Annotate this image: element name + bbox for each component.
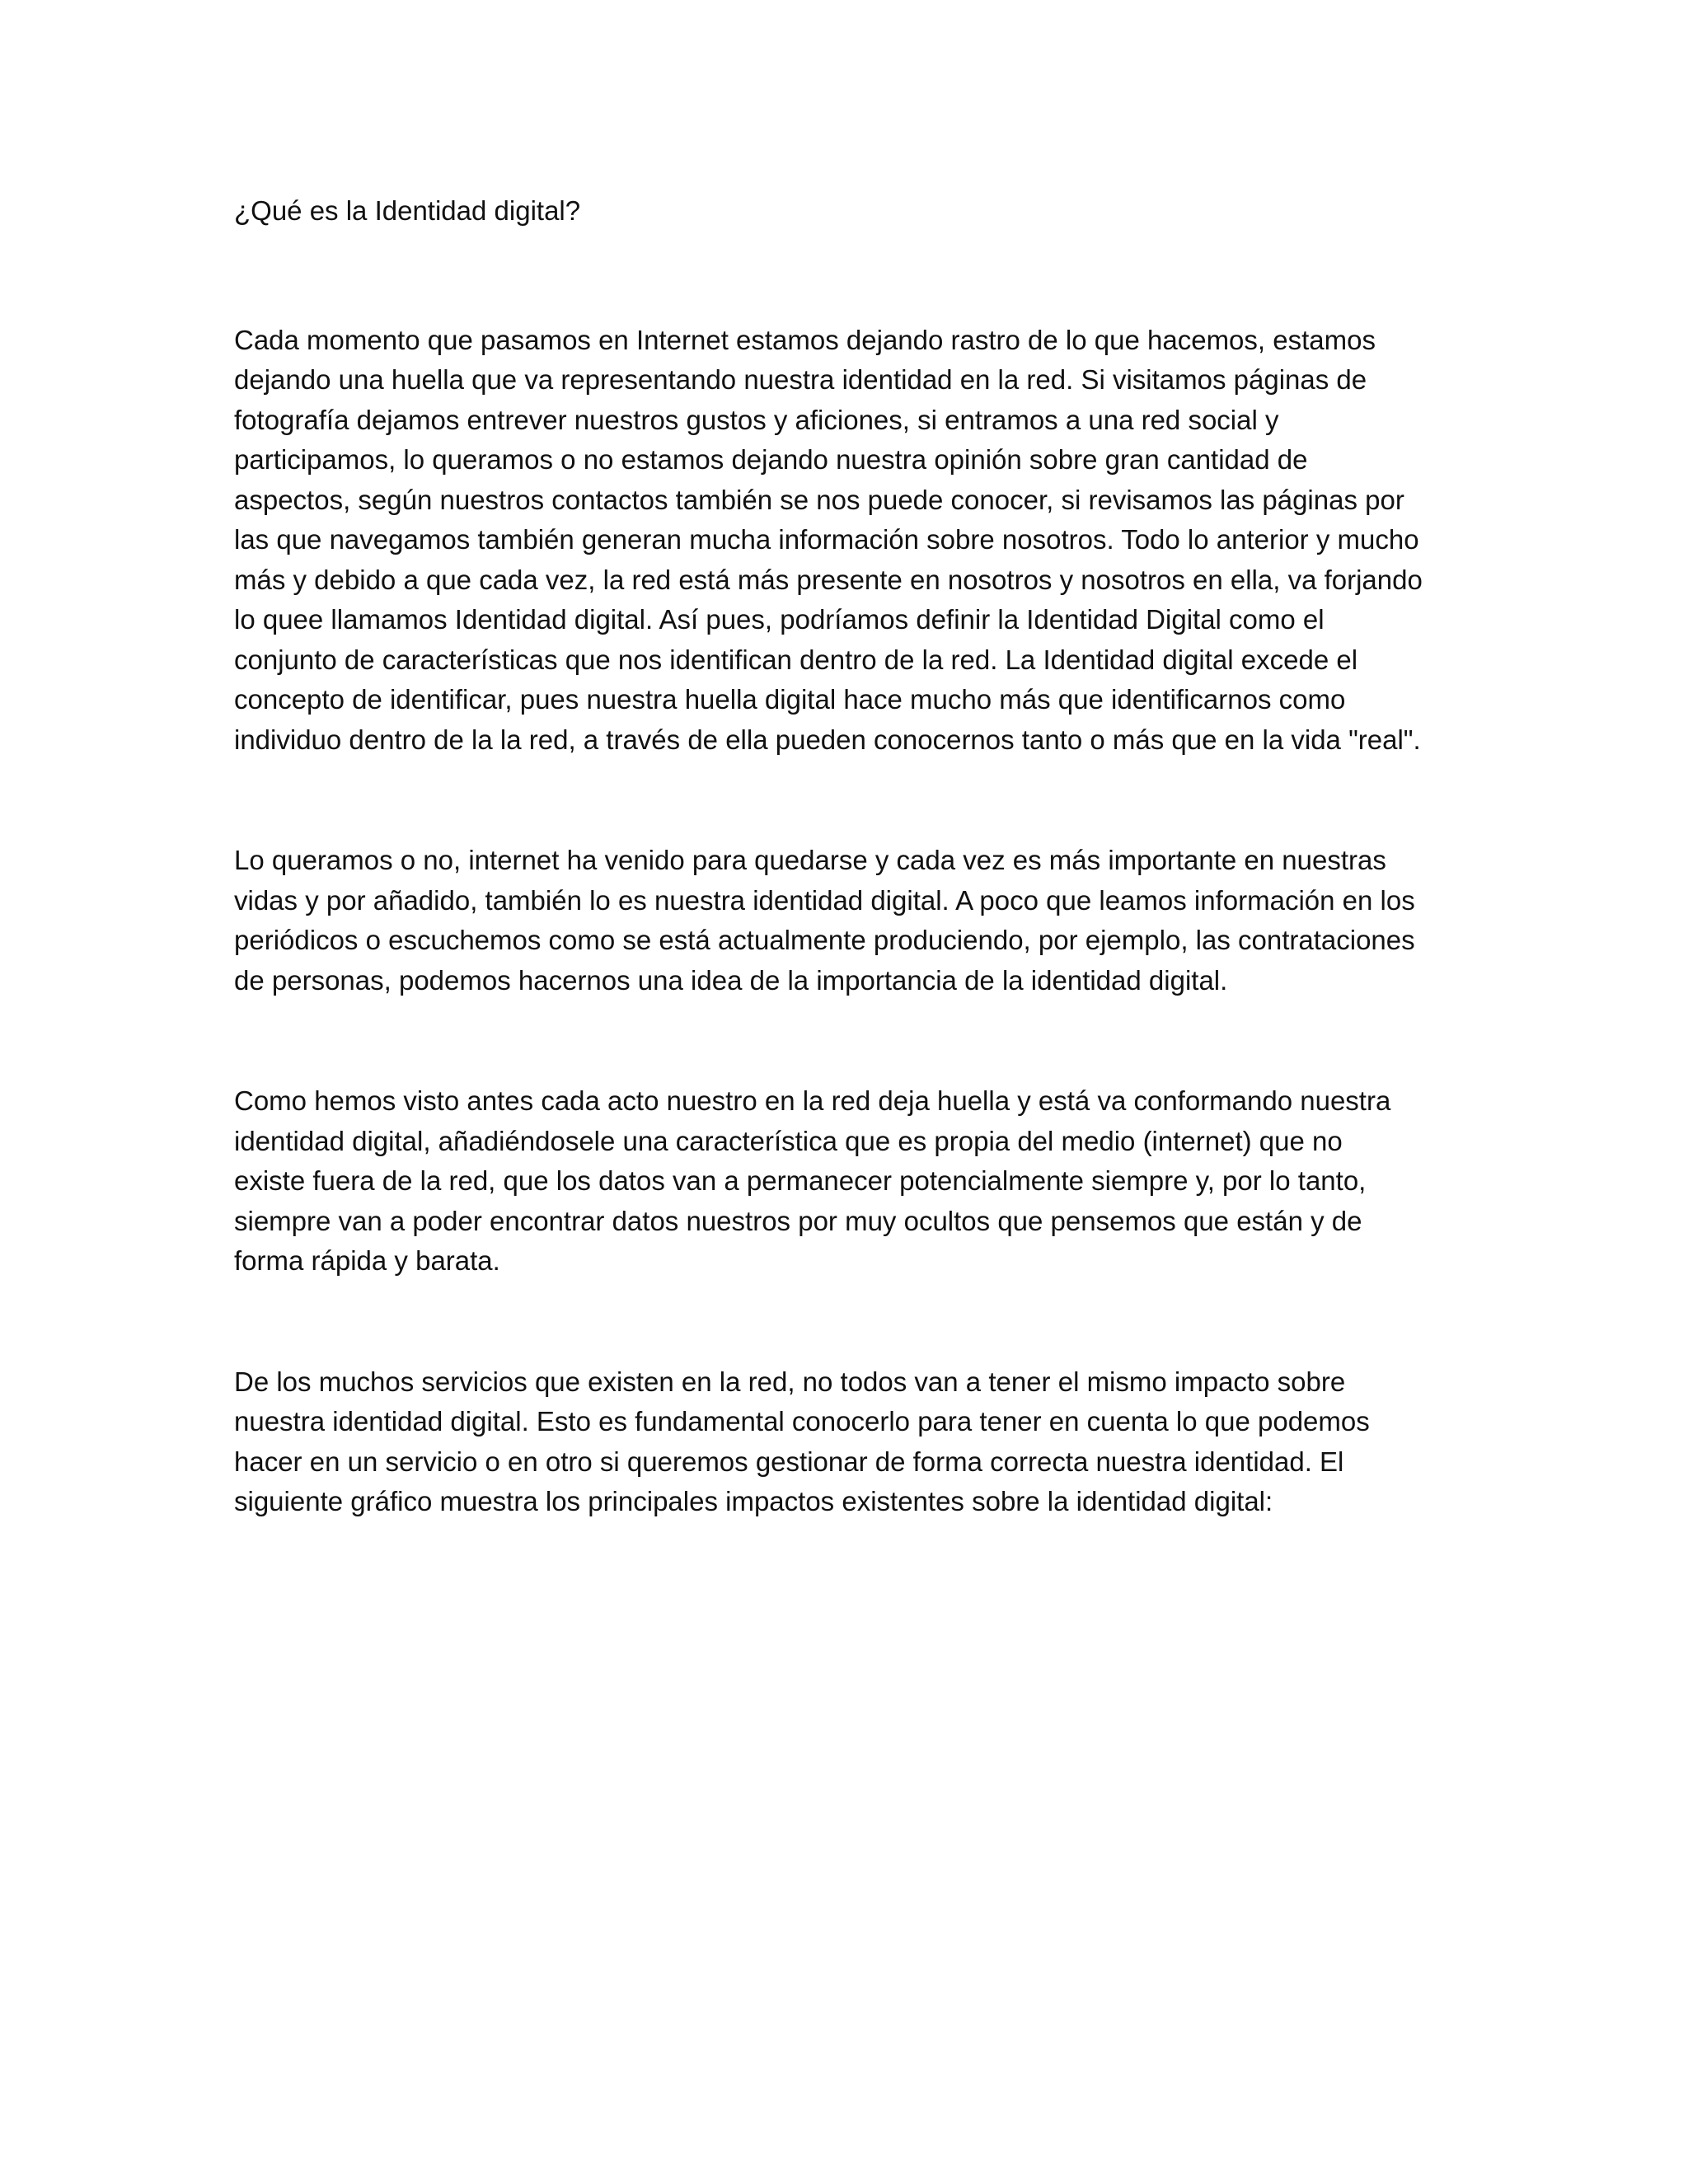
text-line: de personas, podemos hacernos una idea de la importancia de la identidad digital. (234, 964, 1228, 996)
text-line: más y debido a que cada vez, la red está más presente en nosotros y nosotros en ella, va forjando (234, 564, 1423, 595)
text-line: lo quee llamamos Identidad digital. Así pues, podríamos definir la Identidad Digital como el (234, 604, 1325, 635)
text-line: siguiente gráfico muestra los principales impactos existentes sobre la identidad digital: (234, 1486, 1273, 1516)
text-line: hacer en un servicio o en otro si queremos gestionar de forma correcta nuestra identidad. El (234, 1446, 1344, 1477)
text-line: las que navegamos también generan mucha información sobre nosotros. Todo lo anterior y mucho (234, 524, 1419, 555)
text-line: nuestra identidad digital. Esto es fundamental conocerlo para tener en cuenta lo que podemos (234, 1406, 1370, 1436)
text-line: siempre van a poder encontrar datos nuestros por muy ocultos que pensemos que están y de (234, 1205, 1362, 1236)
text-line: conjunto de características que nos identifican dentro de la red. La Identidad digital excede el (234, 644, 1358, 675)
text-line: Lo queramos o no, internet ha venido para quedarse y cada vez es más importante en nuestras (234, 845, 1386, 875)
text-line: existe fuera de la red, que los datos van a permanecer potencialmente siempre y, por lo tanto, (234, 1165, 1367, 1196)
text-line: dejando una huella que va representando nuestra identidad en la red. Si visitamos páginas de (234, 364, 1367, 395)
paragraph-3 (234, 1081, 1470, 1282)
text-line: vidas y por añadido, también lo es nuestra identidad digital. A poco que leamos información en los (234, 884, 1415, 916)
text-line: forma rápida y barata. (234, 1245, 500, 1276)
text-line: Cada momento que pasamos en Internet estamos dejando rastro de lo que hacemos, estamos (234, 324, 1376, 355)
text-line: De los muchos servicios que existen en la red, no todos van a tener el mismo impacto sobre (234, 1366, 1346, 1397)
paragraph-4 (234, 1362, 1470, 1522)
text-line: Como hemos visto antes cada acto nuestro en la red deja huella y está va conformando nuestra (234, 1085, 1391, 1116)
text-line: individuo dentro de la la red, a través de ella pueden conocernos tanto o más que en la vida "real". (234, 724, 1421, 755)
text-line: identidad digital, añadiéndosele una característica que es propia del medio (internet) que no (234, 1125, 1343, 1156)
text-line: fotografía dejamos entrever nuestros gustos y aficiones, si entramos a una red social y (234, 404, 1279, 435)
text-line: aspectos, según nuestros contactos también se nos puede conocer, si revisamos las páginas por (234, 484, 1404, 515)
paragraph-2 (234, 841, 1470, 1001)
text-line: periódicos o escuchemos como se está actualmente produciendo, por ejemplo, las contrataciones (234, 925, 1415, 955)
document-body (234, 191, 1470, 1603)
text-line: participamos, lo queramos o no estamos dejando nuestra opinión sobre gran cantidad de (234, 444, 1308, 475)
text-line: concepto de identificar, pues nuestra huella digital hace mucho más que identificarnos como (234, 684, 1346, 715)
paragraph-1 (234, 321, 1470, 761)
page-title: ¿Qué es la Identidad digital? (234, 195, 581, 226)
